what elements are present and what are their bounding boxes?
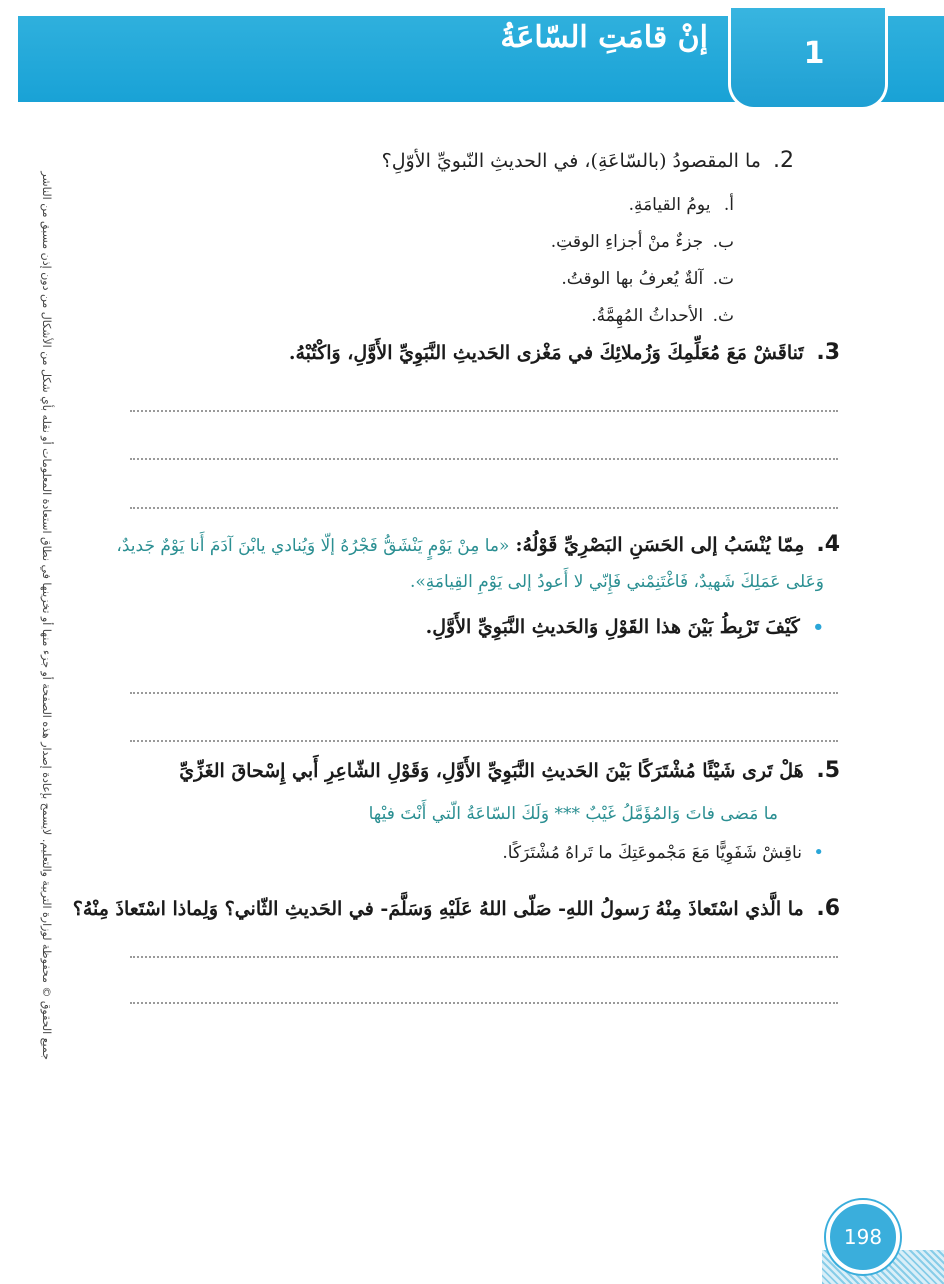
question-2 — [382, 148, 794, 173]
q2-option-a — [629, 195, 734, 215]
lesson-number-tab — [728, 8, 888, 110]
q2-option-c-label: ت. — [712, 269, 734, 289]
question-2-text: ما المقصودُ (بالسّاعَةِ)، في الحديثِ النّبويِّ الأوّلِ؟ — [381, 150, 761, 172]
lesson-number: 1 — [803, 36, 825, 71]
q2-option-c — [561, 269, 734, 289]
answer-line[interactable] — [130, 956, 838, 958]
answer-line[interactable] — [130, 507, 838, 509]
copyright-side-note: جميع الحقوق © محفوظة لوزارة التربية والتعليم. لايسمح بإعادة إصدار هذه الصفحة أو جزء منها أو تخزينها في نطاق استعادة المعلومات أو نقله بأي شكل من الأشكال من دون إذن مسبق من الناشر — [40, 171, 53, 1060]
question-4-number: 4. — [816, 532, 840, 557]
q2-option-b — [551, 232, 734, 252]
question-4-bullet — [426, 616, 824, 638]
q2-option-a-label: أ. — [723, 195, 734, 215]
question-6-text: ما الَّذي اسْتَعاذَ مِنْهُ رَسولُ اللهِ- صَلّى اللهُ عَلَيْهِ وَسَلَّمَ- في الحَديثِ الثّاني؟ وَلِماذا اسْتَعاذَ مِنْهُ؟ — [72, 898, 804, 920]
answer-line[interactable] — [130, 692, 838, 694]
answer-line[interactable] — [130, 458, 838, 460]
question-4 — [116, 532, 840, 557]
question-5-text: هَلْ تَرى شَيْئًا مُشْتَرَكًا بَيْنَ الحَديثِ النَّبَوِيِّ الأَوَّلِ، وَقَوْلِ الشّاعِرِ أَبي إِسْحاقَ الغَزِّيِّ — [179, 760, 804, 782]
page-number-badge — [826, 1200, 900, 1274]
q2-option-d — [591, 306, 734, 326]
question-5-verse: ما مَضى فاتَ وَالمُؤَمَّلُ غَيْبٌ *** وَلَكَ السّاعَةُ الّتي أَنْتَ فيْها — [368, 804, 778, 824]
question-6 — [73, 896, 840, 921]
question-5-bullet-text: ناقِشْ شَفَوِيًّا مَعَ مَجْموعَتِكَ ما تَراهُ مُشْتَرَكًا. — [502, 843, 802, 863]
question-6-number: 6. — [816, 896, 840, 921]
question-2-number: 2. — [773, 148, 794, 173]
bullet-icon: • — [812, 617, 824, 638]
question-5-number: 5. — [816, 758, 840, 783]
question-5 — [179, 758, 840, 783]
q2-option-d-text: الأحداثُ المُهِمَّةُ. — [591, 306, 704, 326]
question-4-bullet-text: كَيْفَ تَرْبِطُ بَيْنَ هذا القَوْلِ وَالحَديثِ النَّبَوِيِّ الأَوَّلِ. — [425, 616, 800, 638]
q2-option-b-text: جزءٌ منْ أجزاءِ الوقتِ. — [550, 232, 704, 252]
question-3-number: 3. — [816, 340, 840, 365]
answer-line[interactable] — [130, 1002, 838, 1004]
q2-option-c-text: آلةٌ يُعرفُ بها الوقتُ. — [561, 269, 704, 289]
page-number: 198 — [843, 1225, 883, 1249]
question-5-bullet — [502, 842, 824, 863]
question-3 — [289, 340, 840, 365]
question-4-quote-line2: وَعَلى عَمَلِكَ شَهيدٌ، فَاغْتَنِمْني فَإِنّي لا أَعودُ إلى يَوْمِ القِيامَةِ». — [410, 572, 824, 592]
answer-line[interactable] — [130, 740, 838, 742]
answer-line[interactable] — [130, 410, 838, 412]
q2-option-b-label: ب. — [712, 232, 734, 252]
q2-option-d-label: ث. — [712, 306, 734, 326]
question-3-text: تَناقَشْ مَعَ مُعَلِّمِكَ وَزُملائِكَ في مَغْزى الحَديثِ النَّبَوِيِّ الأَوَّلِ، وَاكْتُبْهُ. — [288, 342, 804, 364]
question-4-intro: مِمّا يُنْسَبُ إلى الحَسَنِ البَصْرِيِّ قَوْلُهُ: — [515, 534, 805, 556]
lesson-title: إنْ قامَتِ السّاعَةُ — [500, 20, 708, 55]
bullet-icon: • — [813, 842, 824, 863]
question-4-quote-line1: «ما مِنْ يَوْمٍ يَنْشَقُّ فَجْرُهُ إلّا وَيُنادي يابْنَ آدَمَ أَنا يَوْمٌ جَديدٌ، — [116, 536, 510, 556]
q2-option-a-text: يومُ القيامَةِ. — [628, 195, 711, 215]
